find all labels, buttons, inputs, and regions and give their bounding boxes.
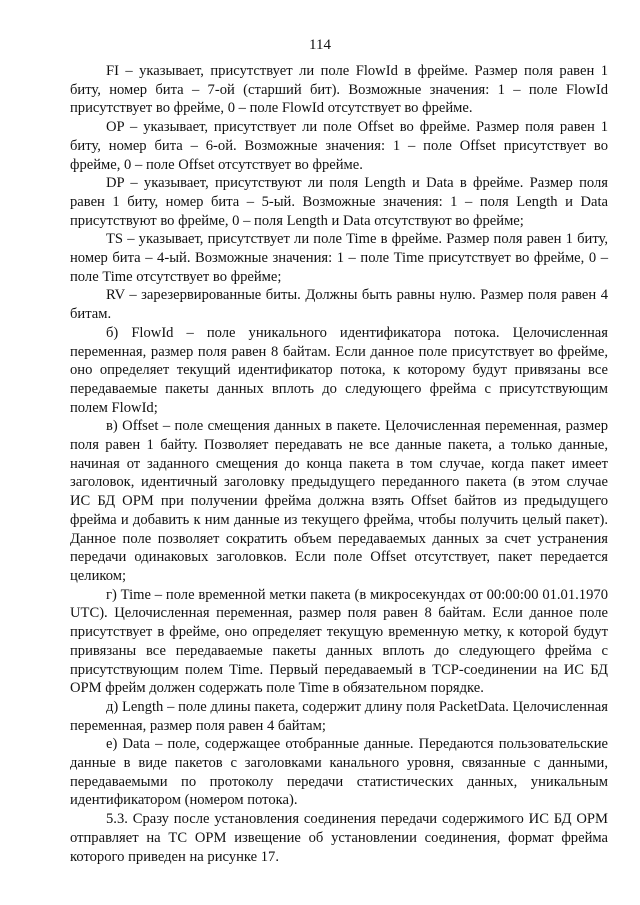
- paragraph-time-field: г) Time – поле временной метки пакета (в микросекундах от 00:00:00 01.01.1970 UTC). Целочисленная переменная, размер поля равен 8 байтам. Если данное поле присутствует в фрейме, оно определяет текущую временную метку, к которой будут привязаны все передаваемые пакеты данных вплоть до следующего фрейма с присутствующим полем Time. Первый передаваемый в TCP-соединении на ИС БД ОРМ фрейм должен содержать поле Time в обязательном порядке.: [70, 586, 608, 697]
- paragraph-section-5-3: 5.3. Сразу после установления соединения передачи содержимого ИС БД ОРМ отправляет на ТС ОРМ извещение об установлении соединения, формат фрейма которого приведен на рисунке 17.: [70, 811, 608, 865]
- paragraph-rv-bits: RV – зарезервированные биты. Должны быть равны нулю. Размер поля равен 4 битам.: [70, 287, 608, 323]
- paragraph-fi-flag: FI – указывает, присутствует ли поле FlowId в фрейме. Размер поля равен 1 биту, номер бита – 7-ой (старший бит). Возможные значения: 1 – поле FlowId присутствует во фрейме, 0 – поле FlowId отсутствует во фрейме.: [70, 63, 608, 117]
- paragraph-dp-flag: DP – указывает, присутствуют ли поля Length и Data в фрейме. Размер поля равен 1 биту, номер бита – 5-ый. Возможные значения: 1 – поля Length и Data присутствуют во фрейме, 0 – поля Length и Data отсутствуют во фрейме;: [70, 175, 608, 229]
- paragraph-ts-flag: TS – указывает, присутствует ли поле Time в фрейме. Размер поля равен 1 биту, номер бита – 4-ый. Возможные значения: 1 – поле Time присутствует во фрейме, 0 – поле Time отсутствует во фрейме;: [70, 231, 608, 285]
- page-number: 114: [309, 37, 331, 53]
- body-text: [70, 62, 608, 866]
- paragraph-offset-field: в) Offset – поле смещения данных в пакете. Целочисленная переменная, размер поля равен 1 байту. Позволяет передавать не все данные пакета, а только данные, начиная от заданного смещения до конца пакета в том случае, когда пакет имеет заголовок, идентичный заголовку предыдущего переданного пакета (в этом случае ИС БД ОРМ при получении фрейма должна взять Offset байтов из предыдущего фрейма и добавить к ним данные из текущего фрейма, чтобы получить целый пакет). Данное поле позволяет сократить объем передаваемых данных за счет устранения передачи одинаковых заголовков. Если поле Offset отсутствует, пакет передается целиком;: [70, 418, 608, 584]
- paragraph-data-field: е) Data – поле, содержащее отобранные данные. Передаются пользовательские данные в виде пакетов с заголовками канального уровня, связанные с данными, передаваемыми по протоколу передачи статистических данных, уникальным идентификатором (номером потока).: [70, 736, 608, 809]
- paragraph-flowid-field: б) FlowId – поле уникального идентификатора потока. Целочисленная переменная, размер поля равен 8 байтам. Если данное поле присутствует во фрейме, оно определяет текущий идентификатор потока, к которому будут привязаны все передаваемые пакеты данных вплоть до следующего фрейма с присутствующим полем FlowId;: [70, 324, 608, 416]
- paragraph-length-field: д) Length – поле длины пакета, содержит длину поля PacketData. Целочисленная переменная, размер поля равен 4 байтам;: [70, 698, 608, 734]
- paragraph-op-flag: OP – указывает, присутствует ли поле Offset во фрейме. Размер поля равен 1 биту, номер бита – 6-ой. Возможные значения: 1 – поле Offset присутствует во фрейме, 0 – поле Offset отсутствует во фрейме.: [70, 119, 608, 173]
